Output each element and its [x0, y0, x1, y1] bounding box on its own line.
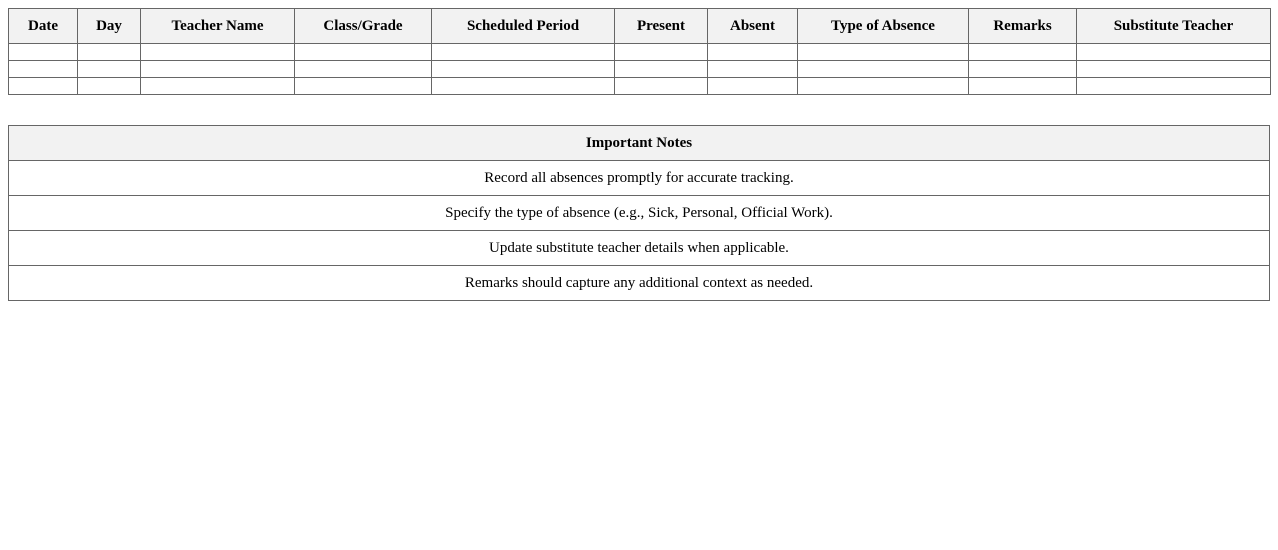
table-cell[interactable] — [295, 78, 432, 95]
note-row — [9, 231, 1270, 266]
table-cell[interactable] — [295, 61, 432, 78]
table-cell[interactable] — [1077, 44, 1271, 61]
notes-header: Important Notes — [9, 126, 1270, 161]
column-header-present: Present — [615, 9, 708, 44]
note-row — [9, 161, 1270, 196]
table-cell[interactable] — [969, 78, 1077, 95]
table-cell[interactable] — [78, 61, 141, 78]
table-cell[interactable] — [1077, 78, 1271, 95]
note-row — [9, 266, 1270, 301]
table-cell[interactable] — [798, 61, 969, 78]
column-header-substitute-teacher: Substitute Teacher — [1077, 9, 1271, 44]
note-row — [9, 196, 1270, 231]
column-header-class-grade: Class/Grade — [295, 9, 432, 44]
table-cell[interactable] — [9, 61, 78, 78]
table-cell[interactable] — [78, 78, 141, 95]
table-row — [9, 44, 1271, 61]
column-header-teacher-name: Teacher Name — [141, 9, 295, 44]
attendance-table — [8, 8, 1271, 95]
table-cell[interactable] — [969, 44, 1077, 61]
table-cell[interactable] — [432, 44, 615, 61]
table-cell[interactable] — [969, 61, 1077, 78]
table-row — [9, 78, 1271, 95]
table-cell[interactable] — [615, 44, 708, 61]
table-cell[interactable] — [295, 44, 432, 61]
notes-table — [8, 125, 1270, 301]
column-header-scheduled-period: Scheduled Period — [432, 9, 615, 44]
table-cell[interactable] — [708, 44, 798, 61]
table-cell[interactable] — [9, 44, 78, 61]
table-cell[interactable] — [1077, 61, 1271, 78]
column-header-absent: Absent — [708, 9, 798, 44]
attendance-body — [9, 44, 1271, 95]
table-cell[interactable] — [708, 78, 798, 95]
table-cell[interactable] — [432, 61, 615, 78]
attendance-header-row — [9, 9, 1271, 44]
column-header-remarks: Remarks — [969, 9, 1077, 44]
table-cell[interactable] — [141, 44, 295, 61]
column-header-date: Date — [9, 9, 78, 44]
table-cell[interactable] — [432, 78, 615, 95]
column-header-type-of-absence: Type of Absence — [798, 9, 969, 44]
notes-header-row — [9, 126, 1270, 161]
table-cell[interactable] — [141, 78, 295, 95]
notes-body — [9, 161, 1270, 301]
note-item: Update substitute teacher details when applicable. — [9, 231, 1270, 266]
table-cell[interactable] — [798, 78, 969, 95]
table-cell[interactable] — [615, 61, 708, 78]
table-cell[interactable] — [9, 78, 78, 95]
table-cell[interactable] — [798, 44, 969, 61]
column-header-day: Day — [78, 9, 141, 44]
table-cell[interactable] — [708, 61, 798, 78]
note-item: Record all absences promptly for accurate tracking. — [9, 161, 1270, 196]
table-row — [9, 61, 1271, 78]
note-item: Specify the type of absence (e.g., Sick, Personal, Official Work). — [9, 196, 1270, 231]
note-item: Remarks should capture any additional context as needed. — [9, 266, 1270, 301]
table-cell[interactable] — [141, 61, 295, 78]
table-cell[interactable] — [78, 44, 141, 61]
table-cell[interactable] — [615, 78, 708, 95]
